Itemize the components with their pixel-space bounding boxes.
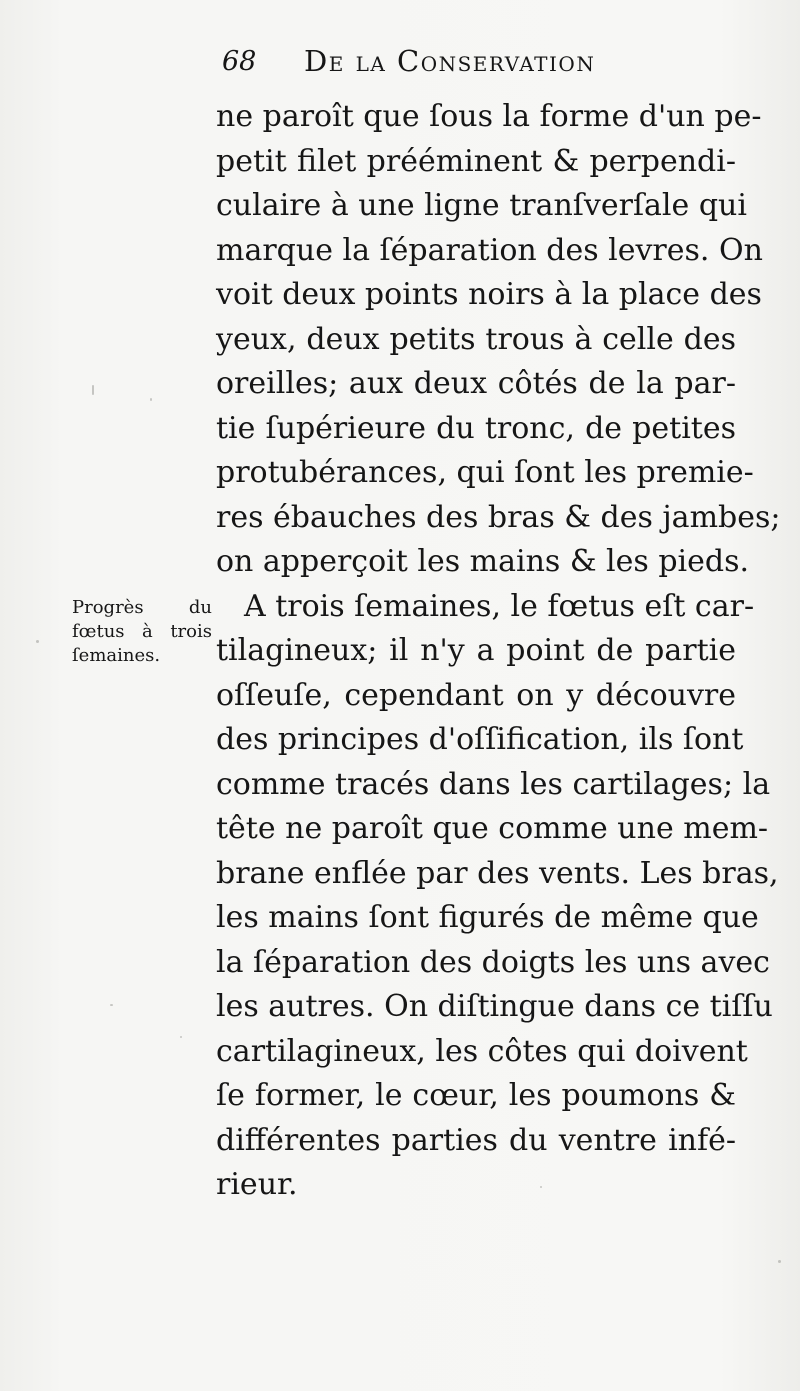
running-head: De la Conservation bbox=[304, 44, 596, 78]
text-line: rieur. bbox=[216, 1167, 298, 1202]
text-line: A trois ſemaines, le fœtus eſt car- bbox=[244, 588, 755, 624]
text-line: culaire à une ligne tranſverſale qui bbox=[216, 188, 747, 223]
text-line: ne paroît que ſous la forme d'un pe- bbox=[216, 99, 762, 134]
text-line: brane enflée par des vents. Les bras, bbox=[216, 855, 779, 891]
text-line: la ſéparation des doigts les uns avec bbox=[216, 944, 770, 980]
text-line: yeux, deux petits trous à celle des bbox=[216, 321, 736, 357]
text-line: cartilagineux, les côtes qui doivent bbox=[216, 1033, 748, 1069]
text-line: petit filet prééminent & perpendi- bbox=[216, 143, 736, 179]
page-speck bbox=[36, 640, 39, 643]
page-speck bbox=[92, 385, 94, 395]
text-line: on apperçoit les mains & les pieds. bbox=[216, 544, 750, 579]
text-line: ſe former, le cœur, les poumons & bbox=[216, 1078, 736, 1113]
text-line: res ébauches des bras & des jambes; bbox=[216, 499, 781, 535]
text-line: tête ne paroît que comme une mem- bbox=[216, 811, 769, 846]
page-number: 68 bbox=[222, 46, 257, 77]
text-line: marque la ſéparation des levres. On bbox=[216, 232, 763, 268]
body-text bbox=[216, 95, 781, 1208]
margin-note-line: ſemaines. bbox=[72, 645, 161, 666]
margin-note-line: Progrès du bbox=[72, 597, 212, 618]
margin-note bbox=[72, 596, 212, 668]
text-line: oſſeuſe, cependant on y découvre bbox=[216, 677, 736, 713]
text-line: les autres. On diſtingue dans ce tiſſu bbox=[216, 989, 773, 1024]
page-speck bbox=[110, 1004, 113, 1006]
text-line: des principes d'oſſification, ils ſont bbox=[216, 722, 744, 757]
text-line: tie ſupérieure du tronc, de petites bbox=[216, 410, 736, 446]
page-header bbox=[222, 40, 652, 86]
page-speck bbox=[150, 398, 152, 401]
text-line: voit deux points noirs à la place des bbox=[216, 277, 762, 312]
text-line: protubérances, qui ſont les premie- bbox=[216, 455, 754, 490]
text-line: oreilles; aux deux côtés de la par- bbox=[216, 366, 736, 401]
text-line: les mains ſont figurés de même que bbox=[216, 900, 759, 935]
text-line: tilagineux; il n'y a point de partie bbox=[216, 633, 736, 668]
text-line: comme tracés dans les cartilages; la bbox=[216, 766, 771, 802]
text-line: différentes parties du ventre infé- bbox=[216, 1122, 736, 1158]
page-speck bbox=[180, 1036, 182, 1038]
margin-note-line: fœtus à trois bbox=[72, 621, 212, 642]
page-speck bbox=[778, 1260, 781, 1263]
